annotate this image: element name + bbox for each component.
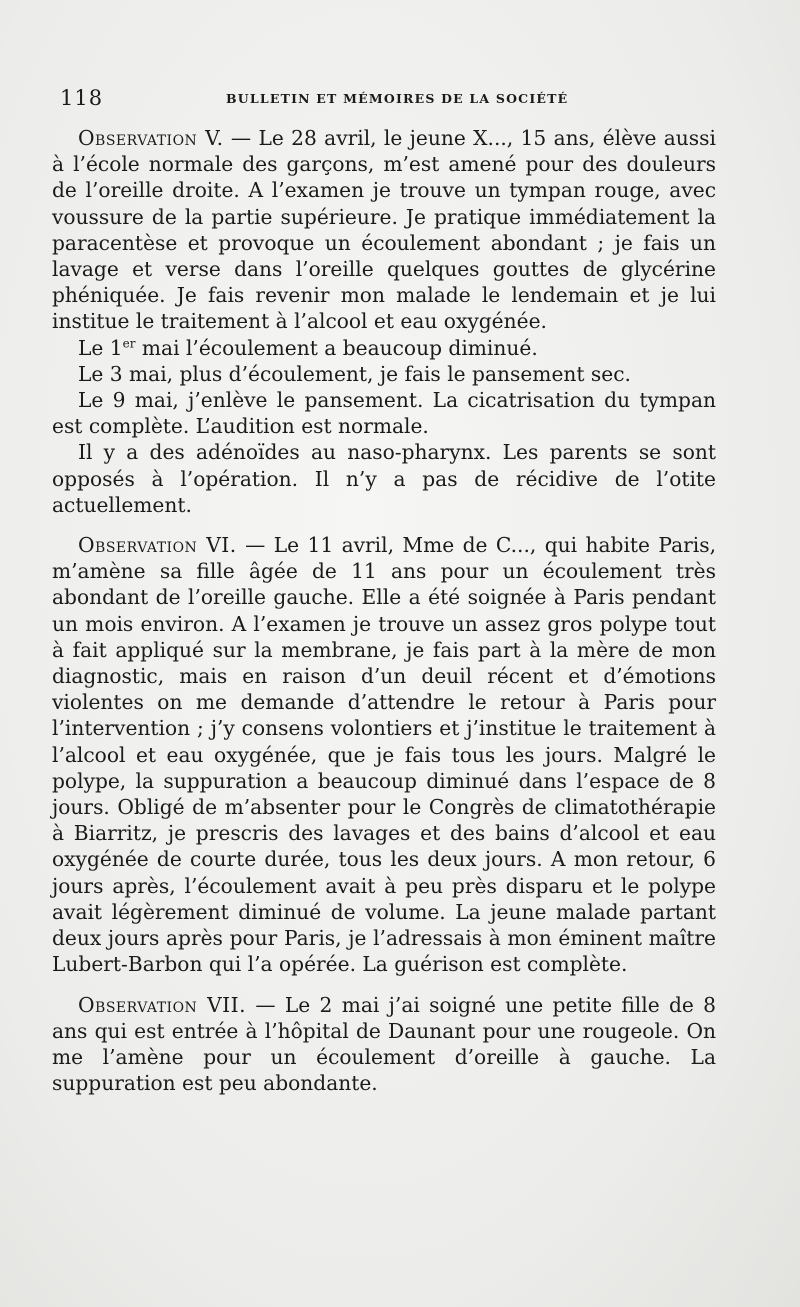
spacer [52,978,716,992]
body-text [52,125,716,1096]
may-1-superscript: er [122,335,136,350]
observation-5-conclusion: Il y a des adénoïdes au naso-pharynx. Les parents se sont opposés à l’opération. Il n’y a pas de récidive de l’otite actuellement. [52,440,716,517]
observation-5-may-3: Le 3 mai, plus d’écoulement, je fais le pansement sec. [78,361,631,386]
observation-5-text: — Le 28 avril, le jeune X..., 15 ans, élève aussi à l’école normale des garçons, m’est amené pour des douleurs de l’oreille droite. A l’examen je trouve un tympan rouge, avec voussure de la partie supérieure. Je pratique immédiatement la paracentèse et provoque un écoulement abondant ; je fais un lavage et verse dans l’oreille quelques gouttes de glycérine phéniquée. Je fais revenir mon malade le lendemain et je lui institue le traitement à l’alcool et eau oxygénée. [52,126,716,334]
observation-7 [52,992,716,1097]
observation-5-intro [52,125,716,335]
page-header [60,86,720,110]
may-1-text: mai l’écoulement a beaucoup diminué. [141,335,538,360]
may-1-prefix: Le 1 [78,335,123,360]
observation-7-text: — Le 2 mai j’ai soigné une petite fille de 8 ans qui est entrée à l’hôpital de Daunant pour une rougeole. On me l’amène pour un écoulement d’oreille à gauche. La suppuration est peu abondante. [52,992,717,1096]
observation-7-label: Observation VII. [78,992,247,1017]
observation-6-text: — Le 11 avril, Mme de C..., qui habite Paris, m’amène sa fille âgée de 11 ans pour un écoulement très abondant de l’oreille gauche. Elle a été soignée à Paris pendant un mois environ. A l’examen je trouve un assez gros polype tout à fait appliqué sur la membrane, je fais part à la mère de mon diagnostic, mais en raison d’un deuil récent et d’émotions violentes on me demande d’attendre le retour à Paris pour l’intervention ; j’y consens volontiers et j’institue le traitement à l’alcool et eau oxygénée, que je fais tous les jours. Malgré le polype, la suppuration a beaucoup diminué dans l’espace de 8 jours. Obligé de m’absenter pour le Congrès de climatothérapie à Biarritz, je prescris des lavages et des bains d’alcool et eau oxygénée de courte durée, tous les deux jours. A mon retour, 6 jours après, l’écoulement avait à peu près disparu et le polype avait légèrement diminué de volume. La jeune malade partant deux jours après pour Paris, je l’adressais à mon éminent maître Lubert-Barbon qui l’a opérée. La guérison est complète. [52,533,716,977]
observation-6 [52,532,716,977]
running-title: BULLETIN ET MÉMOIRES DE LA SOCIÉTÉ [226,91,569,106]
observation-5-may-1 [52,335,716,361]
spacer [52,518,716,532]
observation-5-may-9: Le 9 mai, j’enlève le pansement. La cicatrisation du tympan est complète. L’audition est normale. [52,388,716,439]
observation-5-label: Observation V. [78,126,224,150]
observation-6-label: Observation VI. [78,533,237,558]
page-number: 118 [60,86,104,110]
